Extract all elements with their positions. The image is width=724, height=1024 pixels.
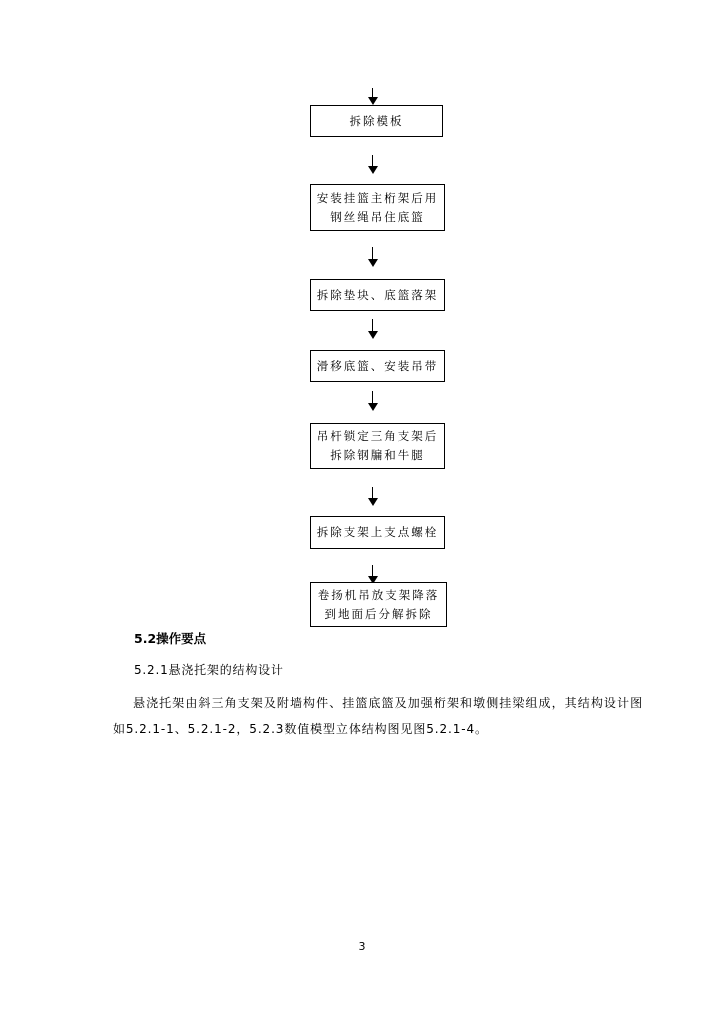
flow-step-text: 拆除支架上支点螺栓 [316, 525, 439, 539]
flow-step-lock-bracket [310, 423, 445, 469]
flow-step-text: 拆除模板 [349, 113, 404, 128]
flow-arrow [368, 391, 378, 411]
page-number: 3 [358, 940, 366, 953]
flow-step-text: 拆除垫块、底篮落架 [316, 287, 439, 302]
flow-step-install-truss [310, 184, 445, 231]
flow-step-text: 吊杆锁定三角支架后 [316, 429, 439, 443]
flow-step-text: 安装挂篮主桁架后用 [316, 190, 439, 205]
flow-step-text: 钢丝绳吊住底篮 [330, 209, 425, 224]
flow-arrow [368, 247, 378, 267]
subsection-heading: 5.2.1悬浇托架的结构设计 [134, 663, 284, 677]
flow-step-text: 卷扬机吊放支架降落 [317, 587, 440, 602]
flow-step-lower-bracket [310, 582, 447, 627]
flow-step-text: 到地面后分解拆除 [324, 606, 433, 621]
flow-arrow [368, 487, 378, 506]
flow-step-remove-blocks [310, 279, 445, 311]
body-paragraph: 悬浇托架由斜三角支架及附墙构件、挂篮底篮及加强桁架和墩侧挂梁组成，其结构设计图如5.2.1-1、5.2.1-2，5.2.3数值模型立体结构图见图5.2.1-4。 [113, 696, 643, 736]
flow-step-text: 滑移底篮、安装吊带 [316, 358, 439, 373]
section-heading: 5.2操作要点 [134, 631, 207, 646]
flow-step-text: 拆除钢牖和牛腿 [330, 448, 425, 462]
flow-arrow [368, 155, 378, 174]
flow-step-remove-bolts [310, 516, 445, 549]
flow-arrow [368, 319, 378, 339]
flow-arrow [368, 88, 378, 105]
flow-step-slide-basket [310, 350, 445, 382]
flow-step-remove-formwork [310, 105, 443, 137]
